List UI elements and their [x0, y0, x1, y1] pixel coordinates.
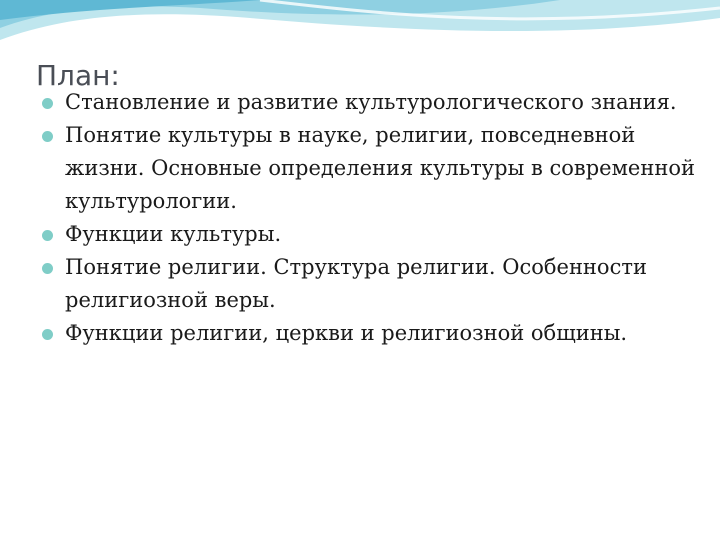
bullet-dot-icon — [42, 263, 53, 274]
bullet-item — [20, 218, 700, 251]
bullet-dot-icon — [42, 329, 53, 340]
bullet-dot-icon — [42, 98, 53, 109]
slide-title: План: — [36, 59, 120, 92]
bullet-dot-icon — [42, 131, 53, 142]
bullet-text: Понятие религии. Структура религии. Особенности религиозной веры. — [65, 255, 647, 312]
bullet-item — [20, 86, 700, 119]
bullet-dot-icon — [42, 230, 53, 241]
bullet-list — [20, 86, 700, 350]
bullet-item — [20, 119, 700, 218]
bullet-text: Функции культуры. — [65, 222, 282, 246]
bullet-text: Становление и развитие культурологического знания. — [65, 90, 677, 114]
bullet-item — [20, 251, 700, 317]
bullet-text: Функции религии, церкви и религиозной общины. — [65, 321, 628, 345]
bullet-item — [20, 317, 700, 350]
bullet-text: Понятие культуры в науке, религии, повседневной жизни. Основные определения культуры в современной культурологии. — [65, 123, 695, 213]
